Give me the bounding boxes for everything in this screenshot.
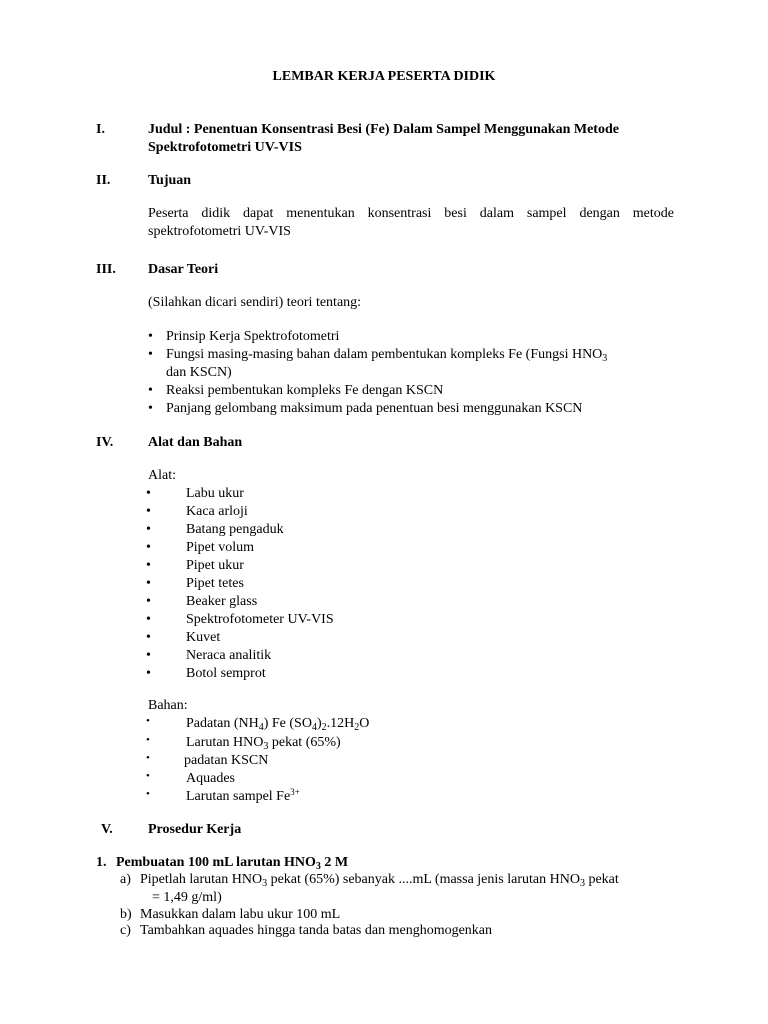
text-part: pekat (65%) sebanyak ....mL (massa jenis larutan HNO <box>267 872 580 887</box>
text-part: Padatan (NH <box>186 716 259 731</box>
bullet-icon: • <box>146 522 151 537</box>
bullet-icon: • <box>148 401 153 416</box>
list-item-text: Aquades <box>186 771 235 786</box>
text-part: Pembuatan 100 mL larutan HNO <box>116 855 316 870</box>
section-3-number: III. <box>96 262 116 277</box>
section-2-paragraph-line2: spektrofotometri UV-VIS <box>148 224 291 239</box>
list-item-text: Panjang gelombang maksimum pada penentuan besi menggunakan KSCN <box>166 401 583 416</box>
section-1-number: I. <box>96 122 105 137</box>
text-part: Fungsi masing-masing bahan dalam pembentukan kompleks Fe (Fungsi HNO <box>166 347 603 362</box>
section-2-number: II. <box>96 173 111 188</box>
alat-label: Alat: <box>148 468 176 483</box>
list-item-text: Batang pengaduk <box>186 522 284 537</box>
text-part: Larutan sampel Fe <box>186 789 291 804</box>
section-2-heading: Tujuan <box>148 173 192 188</box>
bullet-icon: • <box>146 486 151 501</box>
bullet-icon: • <box>146 752 150 764</box>
list-item-text: Neraca analitik <box>186 648 272 663</box>
text-part: ) <box>316 716 322 731</box>
step-1c-text: Tambahkan aquades hingga tanda batas dan menghomogenkan <box>140 923 493 938</box>
bullet-icon: • <box>146 788 150 800</box>
list-item-text: Beaker glass <box>186 594 258 609</box>
list-item-text: Kuvet <box>186 630 221 645</box>
text-part: O <box>359 716 370 731</box>
list-item-text: Reaksi pembentukan kompleks Fe dengan KSCN <box>166 383 444 398</box>
bullet-icon: • <box>146 540 151 555</box>
bullet-icon: • <box>146 715 150 727</box>
bullet-icon: • <box>146 594 151 609</box>
list-item-text: Kaca arloji <box>186 504 248 519</box>
list-item-text: Pipet volum <box>186 540 255 555</box>
list-item-text: Prinsip Kerja Spektrofotometri <box>166 329 340 344</box>
bullet-icon: • <box>146 576 151 591</box>
list-item-text: dan KSCN) <box>166 365 232 380</box>
subscript: 4 <box>258 722 264 733</box>
section-3-intro: (Silahkan dicari sendiri) teori tentang: <box>148 295 362 310</box>
bullet-icon: • <box>146 734 150 746</box>
subscript: 3 <box>262 878 268 889</box>
list-item-text: Labu ukur <box>186 486 244 501</box>
list-item-text: Spektrofotometer UV-VIS <box>186 612 334 627</box>
text-part: .12H <box>326 716 355 731</box>
bullet-icon: • <box>146 558 151 573</box>
list-item-text: Pipet tetes <box>186 576 244 591</box>
step-1a-text-line2: = 1,49 g/ml) <box>152 890 222 905</box>
section-4-number: IV. <box>96 435 114 450</box>
bullet-icon: • <box>146 612 151 627</box>
section-3-heading: Dasar Teori <box>148 262 219 277</box>
text-part: ) Fe (SO <box>263 716 312 731</box>
section-1-title-line1: Judul : Penentuan Konsentrasi Besi (Fe) Dalam Sampel Menggunakan Metode <box>148 122 619 137</box>
step-1b-text: Masukkan dalam labu ukur 100 mL <box>140 907 341 922</box>
bullet-icon: • <box>148 329 153 344</box>
text-part: pekat (65%) <box>268 735 341 750</box>
subscript: 3 <box>579 878 585 889</box>
bullet-icon: • <box>148 347 153 362</box>
section-1-title-line2: Spektrofotometri UV-VIS <box>148 140 302 155</box>
section-4-heading: Alat dan Bahan <box>148 435 243 450</box>
bullet-icon: • <box>148 383 153 398</box>
list-item-text: Botol semprot <box>186 666 266 681</box>
text-part: Pipetlah larutan HNO <box>140 872 263 887</box>
step-1a-text <box>140 871 678 889</box>
superscript: 3+ <box>290 787 300 797</box>
text-part: Larutan HNO <box>186 735 264 750</box>
list-item-text <box>186 734 341 752</box>
step-1c-label: c) <box>120 923 131 938</box>
step-1-number: 1. <box>96 855 107 870</box>
section-5-heading: Prosedur Kerja <box>148 822 242 837</box>
subscript: 4 <box>311 722 317 733</box>
subscript: 3 <box>263 741 269 752</box>
bullet-icon: • <box>146 504 151 519</box>
step-1b-label: b) <box>120 907 132 922</box>
list-item-text <box>186 788 300 806</box>
section-5-number: V. <box>101 822 113 837</box>
list-item-text: padatan KSCN <box>184 753 269 768</box>
step-1a-label: a) <box>120 872 131 887</box>
bullet-icon: • <box>146 648 151 663</box>
list-item-text <box>186 715 369 733</box>
section-2-paragraph-line1: Peserta didik dapat menentukan konsentrasi besi dalam sampel dengan metode <box>148 206 674 221</box>
bullet-icon: • <box>146 630 151 645</box>
list-item-text <box>166 346 681 364</box>
list-item-text: Pipet ukur <box>186 558 244 573</box>
text-part: 2 M <box>320 855 349 870</box>
text-part: pekat <box>584 872 619 887</box>
bahan-label: Bahan: <box>148 698 188 713</box>
step-1-title <box>116 854 348 872</box>
bullet-icon: • <box>146 666 151 681</box>
subscript: 3 <box>602 353 608 364</box>
bullet-icon: • <box>146 770 150 782</box>
document-title: LEMBAR KERJA PESERTA DIDIK <box>272 69 496 84</box>
subscript: 2 <box>354 722 360 733</box>
subscript: 2 <box>321 722 327 733</box>
subscript: 3 <box>315 861 321 872</box>
